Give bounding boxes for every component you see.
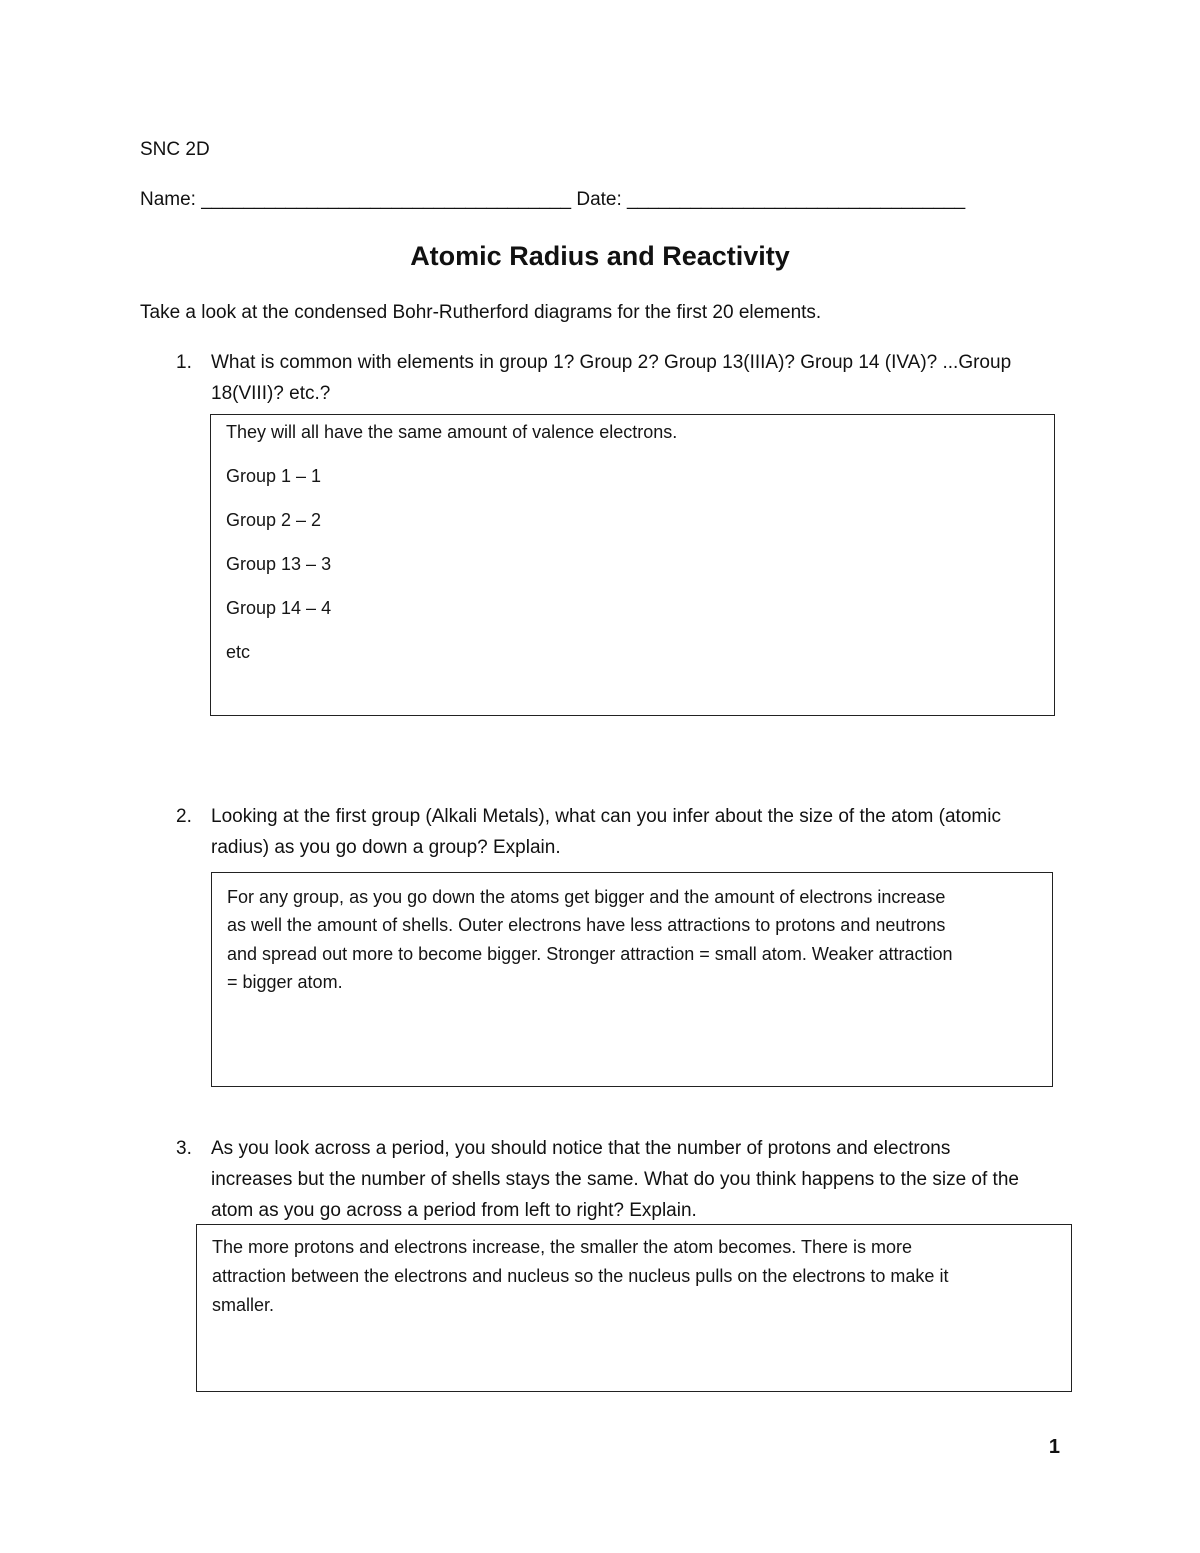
question-2-number: 2. <box>176 806 192 827</box>
intro-text: Take a look at the condensed Bohr-Rutherford diagrams for the first 20 elements. <box>140 302 822 323</box>
question-line: What is common with elements in group 1? Group 2? Group 13(IIIA)? Group 14 (IVA)? ...Group <box>211 352 1012 373</box>
answer-line: Group 2 – 2 <box>226 510 322 530</box>
answer-line: They will all have the same amount of valence electrons. <box>226 422 678 442</box>
answer-line: attraction between the electrons and nucleus so the nucleus pulls on the electrons to make it <box>212 1266 949 1286</box>
question-line: atom as you go across a period from left to right? Explain. <box>211 1200 697 1221</box>
question-2-text <box>211 801 1071 863</box>
question-1-text <box>211 347 1071 409</box>
answer-line: smaller. <box>212 1295 275 1315</box>
question-line: As you look across a period, you should notice that the number of protons and electrons <box>211 1138 951 1159</box>
question-line: Looking at the first group (Alkali Metals), what can you infer about the size of the atom (atomic <box>211 806 1001 827</box>
answer-line: = bigger atom. <box>227 971 343 992</box>
answer-line: For any group, as you go down the atoms get bigger and the amount of electrons increase <box>227 887 946 907</box>
answer-line: Group 14 – 4 <box>226 598 332 618</box>
answer-line: as well the amount of shells. Outer electrons have less attractions to protons and neutrons <box>227 915 946 936</box>
question-1-number: 1. <box>176 352 192 373</box>
answer-line: The more protons and electrons increase, the smaller the atom becomes. There is more <box>212 1237 912 1257</box>
page-title: Atomic Radius and Reactivity <box>410 241 790 271</box>
question-3-number: 3. <box>176 1138 192 1159</box>
answer-box-3[interactable] <box>196 1224 1072 1392</box>
answer-box-1[interactable] <box>210 414 1055 716</box>
question-line: increases but the number of shells stays the same. What do you think happens to the size of the <box>211 1169 1019 1190</box>
answer-line: Group 1 – 1 <box>226 466 322 486</box>
name-date-line: Name: ___________________________________ Date: ________________________________ <box>140 189 966 210</box>
question-line: 18(VIII)? etc.? <box>211 383 331 404</box>
question-3-text <box>211 1133 1071 1226</box>
answer-line: etc <box>226 642 251 662</box>
question-line: radius) as you go down a group? Explain. <box>211 837 561 858</box>
answer-line: and spread out more to become bigger. Stronger attraction = small atom. Weaker attraction <box>227 943 953 964</box>
course-code: SNC 2D <box>140 139 210 160</box>
answer-line: Group 13 – 3 <box>226 554 332 574</box>
answer-box-2[interactable] <box>211 872 1053 1087</box>
page-number: 1 <box>1048 1436 1060 1458</box>
